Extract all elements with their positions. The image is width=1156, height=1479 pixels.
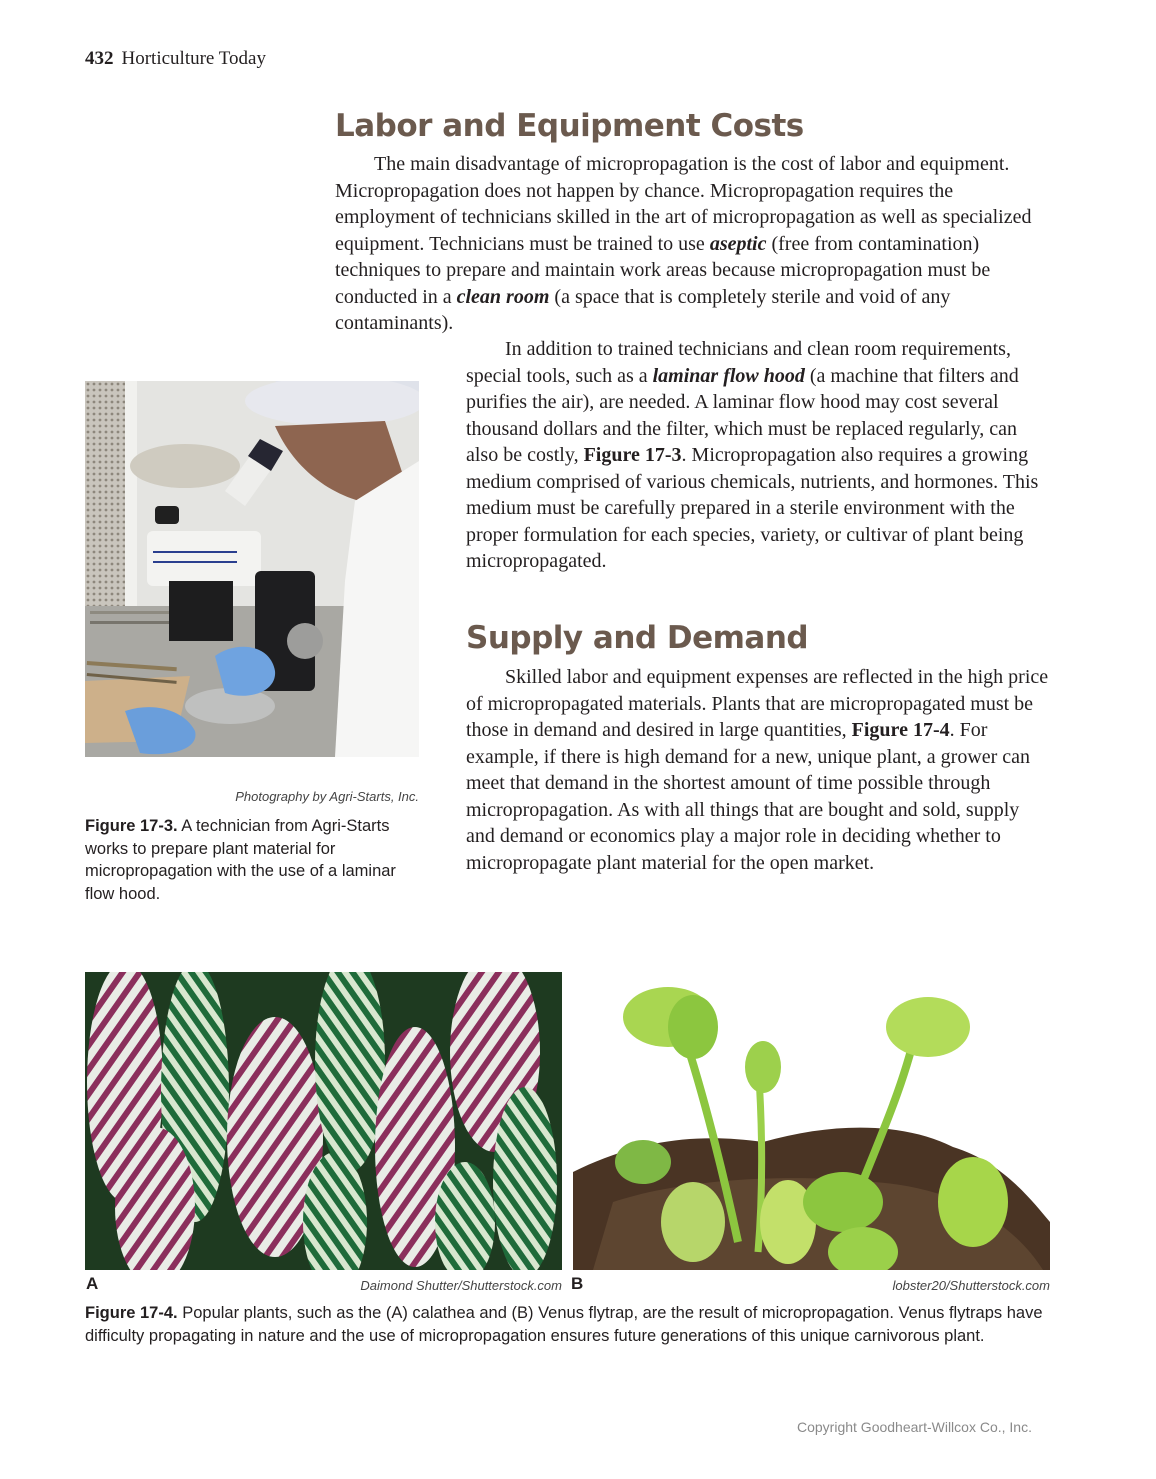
figure-17-3-label: Figure 17-3. <box>85 817 178 835</box>
paragraph-labor-costs: The main disadvantage of micropropagation is the cost of labor and equipment. Micropropagation does not happen by chance. Micropropagation requires the employment of technicians skilled in the art of micropropagation as well as specialized equipment. Technicians must be trained to use aseptic (free from contamination) techniques to prepare and maintain work areas because micropropagation must be conducted in a clean room (a space that is completely sterile and void of any contaminants). <box>335 153 1032 334</box>
figure-17-4-panel-a-photo <box>85 972 562 1270</box>
running-head <box>85 48 266 70</box>
figure-17-3-photo <box>85 381 419 757</box>
figure-17-4-caption: Figure 17-4. Popular plants, such as the (A) calathea and (B) Venus flytrap, are the result of micropropagation. Venus flytraps have difficulty propagating in nature and the use of micropropagation ensures future generations of this unique carnivorous plant. <box>85 1304 1043 1345</box>
term-aseptic: aseptic <box>709 232 767 255</box>
paragraph-special-tools: In addition to trained technicians and clean room requirements, special tools, such as a laminar flow hood (a machine that filters and purifies the air), are needed. A laminar flow hood may cost several thousand dollars and the filter, which must be replaced regularly, can also be costly, Figure 17-3. Micropropagation also requires a growing medium comprised of various chemicals, nutrients, and hormones. This medium must be carefully prepared in a sterile environment with the proper formulation for each species, variety, or cultivar of plant being micropropagated. <box>466 338 1039 572</box>
section-heading-labor-equipment: Labor and Equipment Costs <box>335 108 804 144</box>
copyright-footer: Copyright Goodheart-Willcox Co., Inc. <box>797 1419 1032 1435</box>
term-clean-room: clean room <box>456 285 550 308</box>
calathea-image <box>85 972 562 1270</box>
section-heading-supply-demand: Supply and Demand <box>466 620 809 656</box>
figure-17-4-label-a: A <box>86 1274 99 1293</box>
paragraph-supply-demand: Skilled labor and equipment expenses are reflected in the high price of micropropagated materials. Plants that are micropropagated must be those in demand and desired in large quantities, Figure 17-4. For example, if there is high demand for a new, unique plant, a grower can meet that demand in the shortest amount of time possible through micropropagation. As with all things that are bought and sold, supply and demand or economics play a major role in deciding whether to micropropagate plant material for the open market. <box>466 666 1049 874</box>
figure-17-4-label-b: B <box>571 1274 584 1293</box>
technician-microscope-image <box>85 381 419 757</box>
figure-17-3-caption: Figure 17-3. A technician from Agri-Starts works to prepare plant material for micropropagation with the use of a laminar flow hood. <box>85 817 396 903</box>
figure-17-4-panel-b-photo <box>573 972 1050 1270</box>
term-laminar-flow-hood: laminar flow hood <box>652 364 805 387</box>
figure-ref-17-4[interactable]: Figure 17-4 <box>851 719 950 741</box>
book-title: Horticulture Today <box>121 48 266 69</box>
figure-17-4-credit-b: lobster20/Shutterstock.com <box>892 1278 1050 1293</box>
figure-17-4-label: Figure 17-4. <box>85 1304 178 1322</box>
figure-17-3-credit: Photography by Agri-Starts, Inc. <box>235 789 419 804</box>
figure-17-4-credit-a: Daimond Shutter/Shutterstock.com <box>360 1278 562 1293</box>
venus-flytrap-image <box>573 972 1050 1270</box>
figure-ref-17-3[interactable]: Figure 17-3 <box>583 444 682 466</box>
page-number: 432 <box>85 48 114 69</box>
